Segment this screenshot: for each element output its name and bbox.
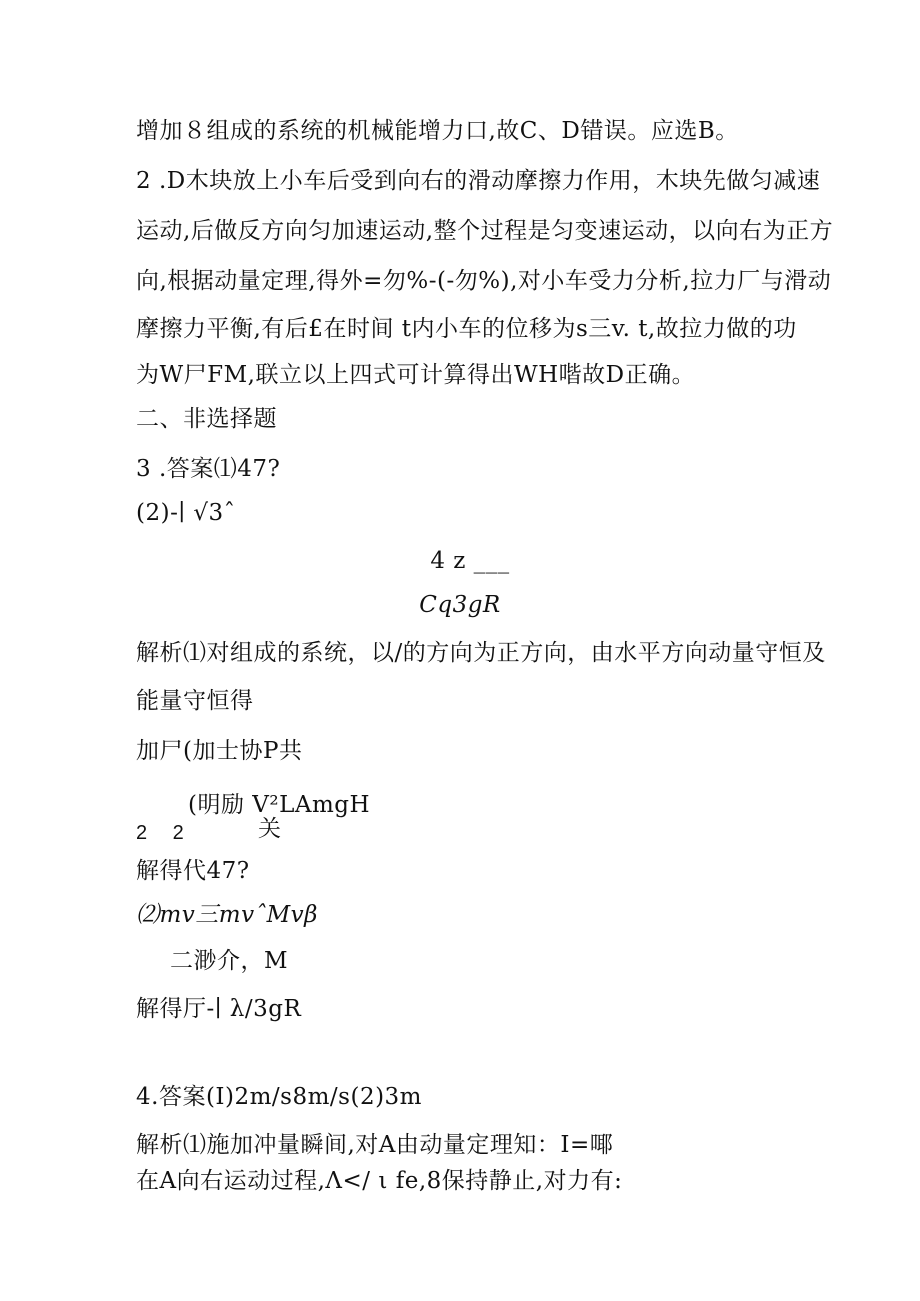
answer-3-heading: 3 .答案⑴47?: [136, 456, 281, 482]
analysis-line-2: 能量守恒得: [136, 688, 254, 714]
equation-fraction-denominators: 2 2: [136, 822, 194, 844]
answer-4-analysis-1: 解析⑴施加冲量瞬间,对A由动量定理知：I=㖿: [136, 1132, 614, 1158]
equation-part-2: ⑵mv三mvˆMvβ: [136, 902, 318, 928]
text-line-1: 增加８组成的系统的机械能增力口,故C、D错误。应选B。: [136, 118, 739, 144]
text-line-2: 2 .D木块放上小车后受到向右的滑动摩擦力作用，木块先做匀减速: [136, 168, 821, 194]
answer-4-heading: 4.答案(I)2m/s8m/s(2)3m: [136, 1084, 422, 1110]
analysis-line-1: 解析⑴对组成的系统，以/的方向为正方向，由水平方向动量守恒及: [136, 640, 826, 666]
formula-numerator: 4 z ___: [430, 548, 510, 574]
answer-4-analysis-2: 在A向右运动过程,Λ</ ι fe,8保持静止,对力有:: [136, 1168, 623, 1194]
equation-energy: (明励 V²LAmgH: [188, 792, 371, 818]
formula-denominator: Cq3gR: [419, 592, 501, 618]
equation-part-2-b: 二渺介，M: [170, 948, 289, 974]
answer-3-part-2: (2)-∣ √3ˆ: [136, 500, 236, 526]
text-line-4: 向,根据动量定理,得外=勿%-(-勿%),对小车受力分析,拉力厂与滑动: [136, 268, 832, 294]
equation-momentum: 加尸(加士协P共: [136, 738, 303, 764]
text-line-5: 摩擦力平衡,有后£在时间 t内小车的位移为s三v. t,故拉力做的功: [136, 316, 797, 342]
solution-line-1: 解得代47?: [136, 858, 250, 884]
solution-line-2: 解得厅-∣ λ/3gR: [136, 996, 302, 1022]
equation-energy-tail: 关: [258, 816, 282, 842]
section-heading: 二、非选择题: [136, 406, 277, 432]
text-line-3: 运动,后做反方向匀加速运动,整个过程是匀变速运动，以向右为正方: [136, 218, 834, 244]
text-line-6: 为W尸FM,联立以上四式可计算得出WH喈故D正确。: [136, 362, 696, 388]
